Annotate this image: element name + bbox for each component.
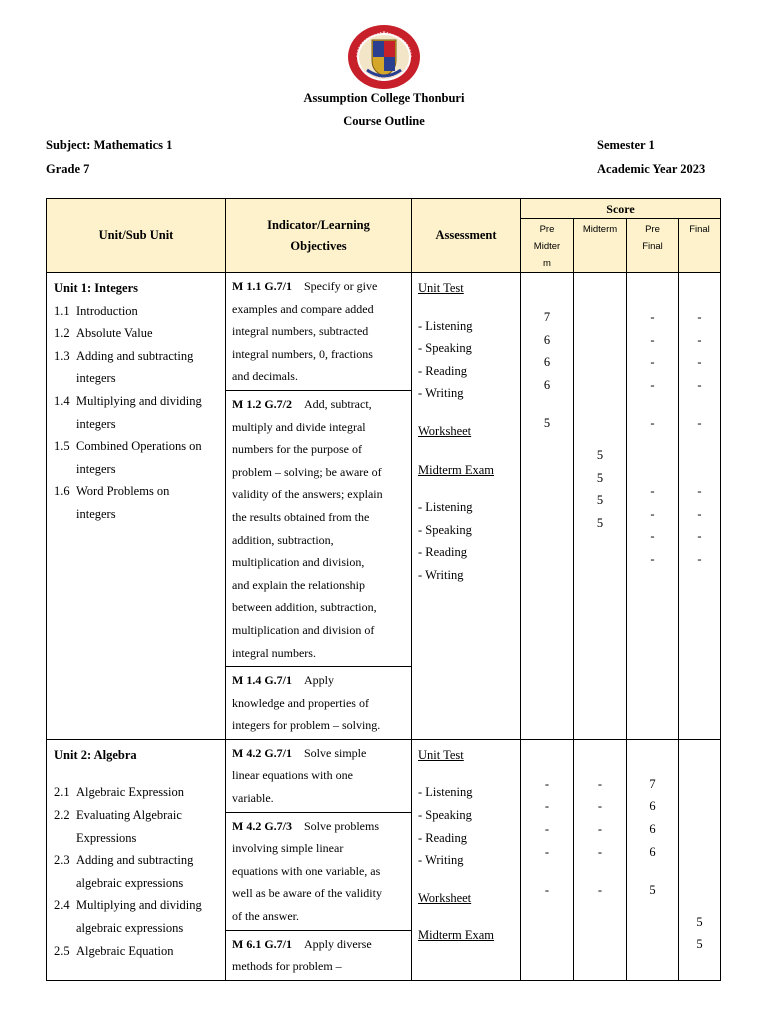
score-value: - [697,483,702,498]
score-value: - [597,799,603,814]
sub-unit-title: Algebraic Equation [76,943,174,958]
unit-1-assessment [412,273,521,740]
sub-unit-item [54,804,219,849]
assessment-skill-item: - Writing [418,564,516,587]
objective-text: multiplication and division of [232,622,375,637]
score-value: - [597,844,603,859]
sub-unit-item [54,345,219,390]
unit-1-sub-list [54,300,219,526]
objective-text: between addition, subtraction, [232,600,377,615]
score-value: 5 [543,416,551,431]
unit-1-title: Unit 1: Integers [54,281,139,295]
objective-text: examples and compare added [232,301,374,316]
sub-unit-item [54,300,219,323]
sub-unit-item [54,322,219,345]
score-value: - [697,551,702,566]
objective-text: multiply and divide integral [232,419,366,434]
objective-first-line [232,393,405,416]
sub-unit-title-cont: algebraic expressions [76,875,184,890]
sub-unit-item [54,849,219,894]
objective-code: M 1.4 G.7/1 [232,673,292,688]
score-value: 6 [543,377,551,392]
sub-unit-number: 2.2 [54,808,70,823]
score-value: - [650,483,655,498]
sub-unit-title: Combined Operations on [76,439,202,454]
score-value: - [544,799,550,814]
objective-text: linear equations with one [232,768,353,783]
assessment-skill-item: - Writing [418,849,516,872]
subject-label: Subject: Mathematics 1 [46,138,173,152]
sub-unit-text [76,300,219,323]
grade-label: Grade 7 [46,162,90,176]
objective-text: validity of the answers; explain [232,487,383,502]
sub-unit-item [54,940,219,963]
objective-text: the results obtained from the [232,509,370,524]
score-value: 5 [649,883,656,898]
objective-text: methods for problem – [232,959,342,974]
sub-unit-number: 1.1 [54,303,70,318]
sub-unit-number: 2.3 [54,853,70,868]
sub-unit-title-cont: integers [76,416,116,431]
unit-2-title: Unit 2: Algebra [54,747,137,762]
objective-text: addition, subtraction, [232,532,334,547]
score-value: - [650,416,655,431]
assessment-skill-item: - Reading [418,360,516,383]
unit-1-cell [47,273,226,740]
objective-block [226,391,411,667]
score-value: 5 [596,515,604,530]
header-pre-midterm-line1: Pre [539,224,555,235]
document-title: Course Outline [343,114,425,128]
school-logo [347,24,421,90]
objective-text: knowledge and properties of [232,695,369,710]
objective-block [226,667,411,739]
score-value: 5 [696,937,703,952]
sub-unit-number: 2.4 [54,898,70,913]
header-objectives-line2: Objectives [290,238,347,253]
sub-unit-text [76,849,219,894]
score-value: 5 [596,493,604,508]
score-value: - [650,551,655,566]
objective-first-line [232,815,405,838]
sub-unit-text [76,894,219,939]
unit-1-pre-midterm-scores [521,273,574,740]
score-value: 6 [649,799,656,814]
objective-text: equations with one variable, as [232,863,381,878]
objective-block [226,813,411,931]
sub-unit-text [76,804,219,849]
score-value: 6 [649,822,656,837]
assessment-skill-item: - Speaking [418,337,516,360]
score-value: - [697,529,702,544]
score-value: - [544,844,550,859]
objective-code: M 4.2 G.7/3 [232,818,292,833]
header-assessment: Assessment [412,199,521,273]
sub-unit-title-cont: integers [76,461,116,476]
sub-unit-number: 1.6 [54,484,70,499]
unit-2-objectives [226,739,412,980]
score-value: - [544,776,550,791]
sub-unit-number: 1.3 [54,348,70,363]
unit-2-final-scores [679,739,721,980]
sub-unit-number: 1.2 [54,326,70,341]
score-value: - [650,529,655,544]
objective-text: involving simple linear [232,841,344,856]
objective-block [226,931,411,980]
header-objectives-line1: Indicator/Learning [267,217,370,232]
objective-text: integral numbers, subtracted [232,324,369,339]
score-value: - [544,883,550,898]
objective-code: M 1.1 G.7/1 [232,279,292,293]
sub-unit-text [76,345,219,390]
sub-unit-number: 2.5 [54,943,70,958]
worksheet-label: Worksheet [418,890,472,905]
sub-unit-title: Word Problems on [76,484,170,499]
header-pre-midterm-line2: Midter [533,241,561,252]
school-name: Assumption College Thonburi [303,91,465,105]
score-value: - [544,822,550,837]
score-value: 6 [543,332,551,347]
objective-text: problem – solving; be aware of [232,464,382,479]
objective-block [226,740,411,813]
score-value: - [697,416,702,431]
objective-text: integral numbers, 0, fractions [232,346,373,361]
objective-text: Specify or give [304,279,378,293]
objective-text: Apply [304,673,334,688]
objective-text: and explain the relationship [232,577,365,592]
objective-first-line [232,933,405,956]
objective-code: M 6.1 G.7/1 [232,936,292,951]
assessment-skill-item: - Listening [418,781,516,804]
objective-code: M 4.2 G.7/1 [232,745,292,760]
sub-unit-title-cont: integers [76,371,116,386]
assessment-skill-item: - Listening [418,496,516,519]
course-outline-table [46,198,721,981]
header-midterm: Midterm [574,219,627,273]
score-value: - [697,355,702,370]
objective-first-line [232,669,405,692]
semester-label: Semester 1 [597,138,655,152]
score-value: - [650,506,655,521]
objective-text: Apply diverse [304,936,372,951]
unit-2-assessment [412,739,521,980]
sub-unit-title-cont: algebraic expressions [76,921,184,936]
unit-test-label: Unit Test [418,747,464,762]
score-value: - [697,332,702,347]
score-value: 5 [696,914,703,929]
sub-unit-item [54,480,219,525]
score-value: 7 [543,310,551,324]
sub-unit-title: Multiplying and dividing [76,898,202,913]
objective-text: numbers for the purpose of [232,442,362,457]
unit-2-midterm-scores [574,739,627,980]
assessment-skill-item: - Writing [418,382,516,405]
sub-unit-text [76,390,219,435]
unit-2-cell [47,739,226,980]
sub-unit-title: Adding and subtracting [76,853,194,868]
academic-year-label: Academic Year 2023 [597,162,706,176]
score-value: - [597,776,603,791]
objective-text: Solve simple [304,745,367,760]
table-row-unit-2 [47,739,721,980]
score-value: - [697,310,702,324]
table-row-unit-1 [47,273,721,740]
unit-1-midterm-scores [574,273,627,740]
unit-1-objectives [226,273,412,740]
sub-unit-item [54,390,219,435]
header-objectives [226,199,412,273]
objective-first-line [232,275,405,298]
sub-unit-title: Evaluating Algebraic [76,808,182,823]
sub-unit-text [76,781,219,804]
sub-unit-item [54,894,219,939]
header-pre-final-line1: Pre [645,224,660,235]
objective-text: integers for problem – solving. [232,718,381,733]
score-value: - [697,377,702,392]
sub-unit-item [54,781,219,804]
score-value: 6 [649,844,656,859]
sub-unit-title: Introduction [76,303,138,318]
header-pre-midterm [521,219,574,273]
sub-unit-text [76,940,219,963]
score-value: - [650,355,655,370]
score-value: 7 [649,776,656,791]
score-value: - [597,822,603,837]
objective-text: multiplication and division, [232,555,365,570]
objective-text: of the answer. [232,909,299,924]
score-value: - [697,506,702,521]
header-pre-midterm-line3: m [543,258,551,269]
assessment-skill-item: - Speaking [418,804,516,827]
unit-2-pre-midterm-scores [521,739,574,980]
score-value: - [597,883,603,898]
score-value: 6 [543,355,551,370]
objective-code: M 1.2 G.7/2 [232,396,292,411]
sub-unit-number: 1.4 [54,393,70,408]
sub-unit-item [54,435,219,480]
assessment-skill-item: - Listening [418,315,516,338]
midterm-exam-label: Midterm Exam [418,462,495,477]
score-value: - [650,332,655,347]
header-final: Final [679,219,721,273]
objective-text: Add, subtract, [304,396,372,411]
score-value: - [650,310,655,324]
sub-unit-title-cont: Expressions [76,830,137,845]
objective-block [226,273,411,391]
sub-unit-number: 2.1 [54,785,70,800]
unit-2-sub-list [54,781,219,962]
midterm-exam-label: Midterm Exam [418,928,495,943]
assessment-skill-item: - Reading [418,541,516,564]
objective-text: and decimals. [232,369,298,384]
objective-text: Solve problems [304,818,379,833]
worksheet-label: Worksheet [418,423,472,438]
sub-unit-title: Algebraic Expression [76,785,184,800]
sub-unit-text [76,480,219,525]
sub-unit-text [76,322,219,345]
header-pre-final-line2: Final [642,241,663,252]
unit-2-pre-final-scores [627,739,679,980]
score-value: 5 [596,448,604,462]
objective-text: well as be aware of the validity [232,886,382,901]
assessment-skill-item: - Speaking [418,519,516,542]
unit-1-pre-final-scores [627,273,679,740]
objective-text: integral numbers. [232,645,316,660]
assessment-skill-item: - Reading [418,827,516,850]
unit-test-label: Unit Test [418,281,464,295]
sub-unit-title: Absolute Value [76,326,153,341]
objective-text: variable. [232,791,274,806]
objective-first-line [232,742,405,765]
score-value: - [650,377,655,392]
sub-unit-number: 1.5 [54,439,70,454]
unit-1-final-scores [679,273,721,740]
sub-unit-title: Adding and subtracting [76,348,194,363]
score-value: 5 [596,470,604,485]
header-score: Score [521,199,721,219]
sub-unit-text [76,435,219,480]
sub-unit-title: Multiplying and dividing [76,393,202,408]
header-pre-final [627,219,679,273]
sub-unit-title-cont: integers [76,506,116,521]
header-unit: Unit/Sub Unit [47,199,226,273]
